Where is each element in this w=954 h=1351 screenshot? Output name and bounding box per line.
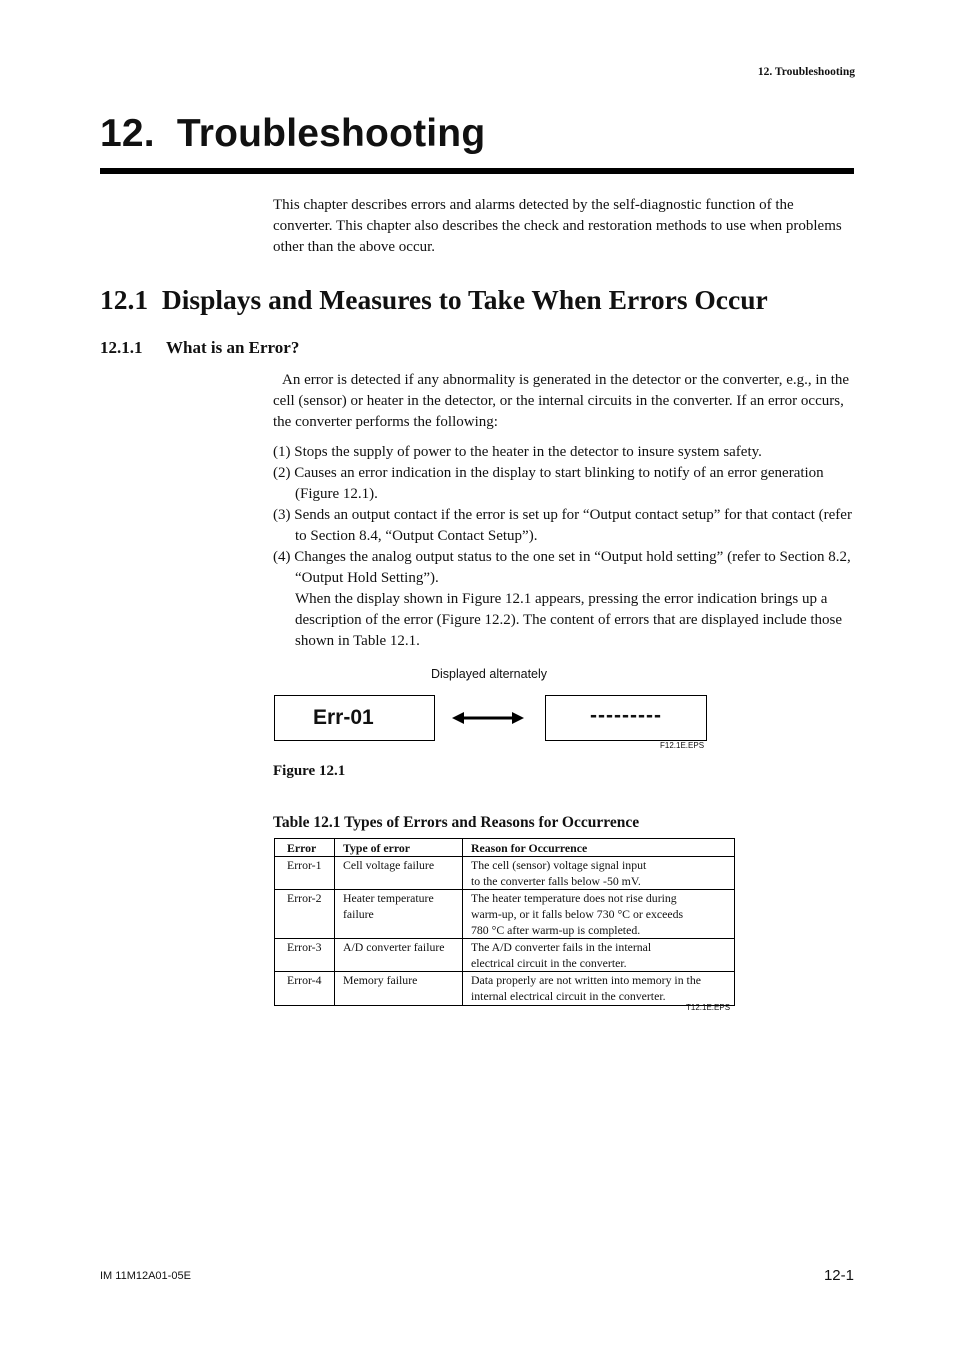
table-cell: Error-3 <box>275 939 335 972</box>
display-box-dashes <box>545 695 707 741</box>
list-item: (1) Stops the supply of power to the heater in the detector to insure system safety. <box>273 444 762 460</box>
header-type: Type of error <box>335 839 463 857</box>
list-item: (3) Sends an output contact if the error is set up for “Output contact setup” for that contact (refer to Section 8.4, “Output Contact Setup”). <box>273 507 852 544</box>
table-cell: Error-2 <box>275 890 335 939</box>
table-title: Table 12.1 Types of Errors and Reasons for Occurrence <box>273 814 640 831</box>
table-eps-label: T12.1E.EPS <box>686 1003 731 1012</box>
converter-actions-list <box>273 442 853 652</box>
subsection-number: 12.1.1 <box>100 338 143 357</box>
figure-caption-top: Displayed alternately <box>431 667 548 681</box>
header-error: Error <box>275 839 335 857</box>
chapter-rule <box>100 168 854 174</box>
table-cell: Error-1 <box>275 857 335 890</box>
table-cell: Cell voltage failure <box>335 857 463 890</box>
figure-label: Figure 12.1 <box>273 763 346 779</box>
running-header: 12. Troubleshooting <box>757 66 855 78</box>
document-id: IM 11M12A01-05E <box>100 1270 191 1282</box>
error-description: An error is detected if any abnormality is generated in the detector or the converter, e.g., in the cell (sensor) or heater in the detector, or the internal circuits in the converter. If an error occurs, the converter performs the following: <box>273 372 850 430</box>
error-types-table <box>274 838 735 1006</box>
table-cell: Error-4 <box>275 972 335 1006</box>
list-item: (4) Changes the analog output status to the one set in “Output hold setting” (refer to Section 8.2, “Output Hold Setting”). <box>273 549 851 586</box>
table-cell: The heater temperature does not rise during warm-up, or it falls below 730 °C or exceeds 780 °C after warm-up is completed. <box>463 890 735 939</box>
error-code-display: Err-01 <box>313 706 374 729</box>
table-cell: A/D converter failure <box>335 939 463 972</box>
table-cell: Heater temperature failure <box>335 890 463 939</box>
section-title: 12.1 Displays and Measures to Take When Errors Occur <box>100 284 768 315</box>
double-arrow-icon <box>452 710 524 726</box>
table-row <box>275 890 735 939</box>
display-box-error <box>274 695 435 741</box>
table-row <box>275 939 735 972</box>
table-row <box>275 857 735 890</box>
table-cell: Memory failure <box>335 972 463 1006</box>
figure-eps-label: F12.1E.EPS <box>660 741 705 750</box>
header-reason: Reason for Occurrence <box>463 839 735 857</box>
chapter-title: 12. Troubleshooting <box>100 112 486 155</box>
table-cell: The A/D converter fails in the internal electrical circuit in the converter. <box>463 939 735 972</box>
chapter-intro: This chapter describes errors and alarms detected by the self-diagnostic function of the converter. This chapter also describes the check and restoration methods to use when problems other than the above occur. <box>273 197 842 255</box>
page-number: 12-1 <box>823 1267 854 1284</box>
list-item: (2) Causes an error indication in the display to start blinking to notify of an error generation (Figure 12.1). <box>273 465 824 502</box>
subsection-title: What is an Error? <box>166 338 300 357</box>
table-cell: The cell (sensor) voltage signal input to the converter falls below -50 mV. <box>463 857 735 890</box>
subsection-heading <box>100 338 299 358</box>
list-continuation: When the display shown in Figure 12.1 appears, pressing the error indication brings up a description of the error (Figure 12.2). The content of errors that are displayed include those shown in Table 12.1. <box>295 591 843 649</box>
table-header-row <box>275 839 735 857</box>
table-row <box>275 972 735 1006</box>
dashes-display: --------- <box>590 704 662 727</box>
table-cell: Data properly are not written into memory in the internal electrical circuit in the converter. <box>463 972 735 1006</box>
